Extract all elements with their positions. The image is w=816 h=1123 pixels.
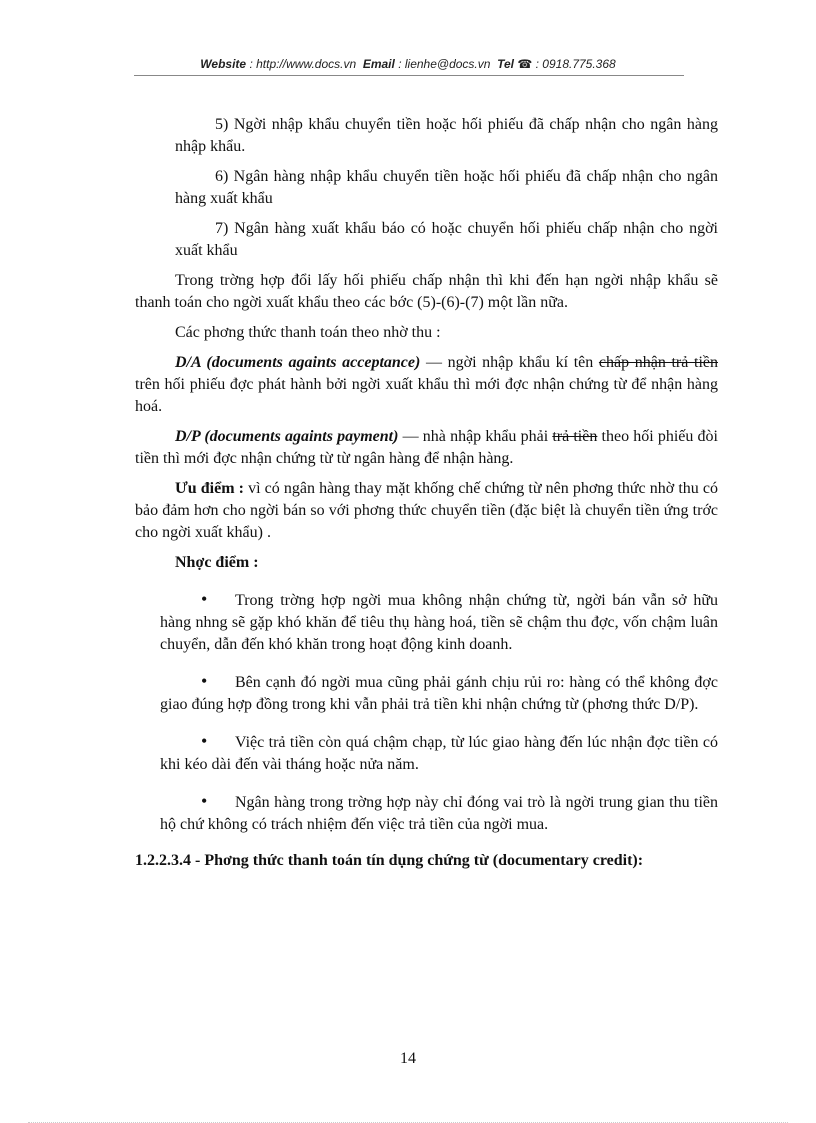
- tel-value: : 0918.775.368: [535, 57, 616, 71]
- disadvantage-item: [135, 790, 718, 836]
- dp-term: D/P (documents againts payment): [175, 428, 399, 445]
- dp-paragraph: [135, 426, 718, 470]
- disadvantage-text: Ngân hàng trong trờng hợp này chỉ đóng vai trò là ngời trung gian thu tiền hộ chứ không có trách nhiệm đến việc trả tiền của ngời mua.: [160, 794, 718, 833]
- da-paragraph: [135, 352, 718, 418]
- email-value: : lienhe@docs.vn: [398, 57, 491, 71]
- website-label: Website: [200, 57, 247, 71]
- advantages-label: Ưu điểm :: [175, 480, 244, 497]
- dp-text-2: theo hối phiếu đòi tiền thì mới đợc nhận chứng từ từ ngân hàng để nhận hàng.: [135, 428, 719, 467]
- da-text-2: trên hối phiếu đợc phát hành bởi ngời xuất khẩu thì mới đợc nhận chứng từ để nhận hàng hoá.: [135, 376, 718, 415]
- step-7-paragraph: 7) Ngân hàng xuất khẩu báo có hoặc chuyển hối phiếu chấp nhận cho ngời xuất khẩu: [175, 220, 718, 259]
- da-term: D/A (documents againts acceptance): [175, 354, 421, 371]
- disadvantage-item: [135, 730, 718, 776]
- da-text-1: — ngời nhập khẩu kí tên: [420, 354, 599, 371]
- dp-struck-text: trả tiền: [552, 428, 598, 445]
- step-5-paragraph: 5) Ngời nhập khẩu chuyển tiền hoặc hối phiếu đã chấp nhận cho ngân hàng nhập khẩu.: [175, 116, 718, 155]
- tel-label: Tel ☎: [497, 57, 533, 71]
- disadvantages-heading: Nhợc điểm :: [175, 554, 259, 571]
- disadvantage-item: [135, 670, 718, 716]
- section-heading: 1.2.2.3.4 - Phơng thức thanh toán tín dụng chứng từ (documentary credit):: [135, 852, 644, 869]
- dp-text-1: — nhà nhập khẩu phải: [398, 428, 553, 445]
- email-label: Email: [362, 57, 395, 71]
- acceptance-case-paragraph: Trong trờng hợp đổi lấy hối phiếu chấp nhận thì khi đến hạn ngời nhập khẩu sẽ thanh toán cho ngời xuất khẩu theo các bớc (5)-(6)-(7) một lần nữa.: [135, 272, 718, 311]
- bullet-icon: •: [201, 731, 208, 751]
- page-number: 14: [400, 1050, 416, 1067]
- disadvantage-text: Trong trờng hợp ngời mua không nhận chứng từ, ngời bán vẫn sở hữu hàng nhng sẽ gặp khó khăn để tiêu thụ hàng hoá, tiền sẽ chậm thu đợc, vốn chậm luân chuyển, dẫn đến khó khăn trong hoạt động kinh doanh.: [160, 592, 718, 653]
- page-header: [0, 57, 816, 71]
- bullet-icon: •: [201, 671, 208, 691]
- disadvantage-item: [135, 588, 718, 656]
- advantages-text: vì có ngân hàng thay mặt khống chế chứng từ nên phơng thức nhờ thu có bảo đảm hơn cho ngời bán so với phơng thức chuyển tiền (đặc biệt là chuyển tiền ứng trớc cho ngời xuất khẩu) .: [135, 480, 719, 541]
- disadvantage-text: Việc trả tiền còn quá chậm chạp, từ lúc giao hàng đến lúc nhận đợc tiền có khi kéo dài đến vài tháng hoặc nửa năm.: [160, 734, 718, 773]
- collection-methods-intro: Các phơng thức thanh toán theo nhờ thu :: [175, 324, 441, 341]
- step-6-paragraph: 6) Ngân hàng nhập khẩu chuyển tiền hoặc hối phiếu đã chấp nhận cho ngân hàng xuất khẩu: [175, 168, 718, 207]
- disadvantage-text: Bên cạnh đó ngời mua cũng phải gánh chịu rủi ro: hàng có thể không đợc giao đúng hợp đồng trong khi vẫn phải trả tiền khi nhận chứng từ (phơng thức D/P).: [160, 674, 718, 713]
- da-struck-text: chấp nhận trả tiền: [598, 354, 718, 371]
- advantages-paragraph: [135, 478, 718, 544]
- page-body: [135, 114, 718, 888]
- bullet-icon: •: [201, 589, 208, 609]
- header-divider: [134, 75, 684, 76]
- bullet-icon: •: [201, 791, 208, 811]
- website-value: : http://www.docs.vn: [249, 57, 357, 71]
